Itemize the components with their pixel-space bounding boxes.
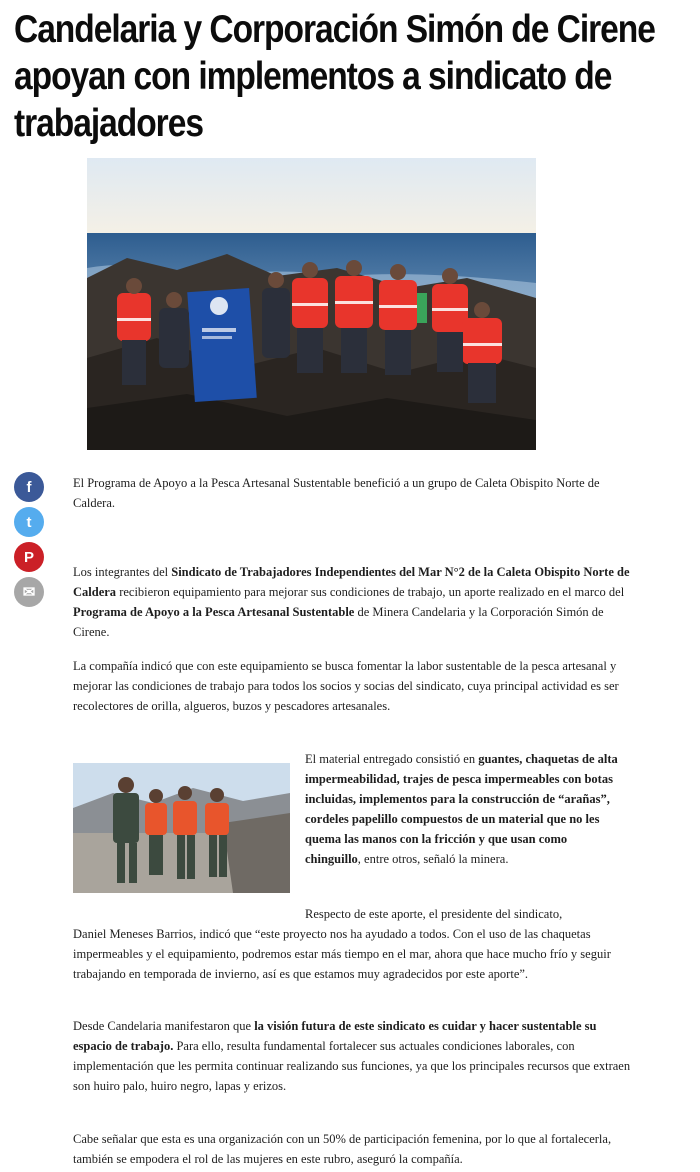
social-share-bar <box>14 472 44 612</box>
title-line-1: Candelaria y Corporación Simón de Cirene <box>14 8 655 51</box>
paragraph-5 <box>73 1016 633 1096</box>
article-title <box>14 6 655 147</box>
facebook-icon[interactable]: f <box>14 472 44 502</box>
p1-bold-union: Sindicato de Trabajadores Independientes del Mar N°2 de la Caleta Obispito Norte de Caldera <box>73 565 630 599</box>
email-icon[interactable]: ✉ <box>14 577 44 607</box>
paragraph-4 <box>73 904 633 984</box>
title-line-3: trabajadores <box>14 102 203 145</box>
p5-bold-vision: la visión futura de este sindicato es cuidar y hacer sustentable su espacio de trabajo. <box>73 1019 597 1053</box>
paragraph-3 <box>305 749 625 869</box>
p1-text-1: Los integrantes del <box>73 565 172 579</box>
p3-text-2: , entre otros, señaló la minera. <box>357 852 509 866</box>
photo-caption: El Programa de Apoyo a la Pesca Artesanal Sustentable benefició a un grupo de Caleta Obispito Norte de Caldera. <box>73 476 600 510</box>
hero-photo <box>87 158 536 450</box>
title-line-2: apoyan con implementos a sindicato de <box>14 55 612 98</box>
hero-photo-illustration <box>87 158 536 450</box>
p5-text-1: Desde Candelaria manifestaron que <box>73 1019 255 1033</box>
p1-bold-program: Programa de Apoyo a la Pesca Artesanal Sustentable <box>73 605 355 619</box>
twitter-icon[interactable]: t <box>14 507 44 537</box>
p5-text-2: Para ello, resulta fundamental fortalecer sus actuales condiciones laborales, con implementación que les permita continuar realizando sus funciones, ya que los principales recursos que extraen son huiro palo, huiro negro, lapas y erizos. <box>73 1039 631 1093</box>
p1-text-3: de Minera Candelaria y la Corporación Simón de Cirene. <box>73 605 604 639</box>
pinterest-icon[interactable]: P <box>14 542 44 572</box>
p1-text-2: recibieron equipamiento para mejorar sus condiciones de trabajo, un aporte realizado en el marco del <box>116 585 625 599</box>
inline-photo-illustration <box>73 763 290 893</box>
p4-rest: Daniel Meneses Barrios, indicó que “este proyecto nos ha ayudado a todos. Con el uso de las chaquetas impermeables y el equipamiento, podremos estar más tiempo en el mar, ahora que hace mucho frío y seguir trabajando en temporada de invierno, así es que estamos muy agradecidos por este aporte”. <box>73 927 611 981</box>
p3-text-1: El material entregado consistió en <box>305 752 479 766</box>
p4-first-line: Respecto de este aporte, el presidente del sindicato, <box>305 907 563 921</box>
p3-bold-materials: guantes, chaquetas de alta impermeabilidad, trajes de pesca impermeables con botas incluidas, implementos para la construcción de “arañas”, cordeles papelillo compuestos de un material que no les quema las manos con la fricción y que usan como chinguillo <box>305 752 618 866</box>
paragraph-2: La compañía indicó que con este equipamiento se busca fomentar la labor sustentable de la pesca artesanal y mejorar las condiciones de trabajo para todos los socios y socias del sindicato, cuya principal actividad es ser recolectores de orilla, algueros, buzos y pescadores artesanales. <box>73 659 619 713</box>
paragraph-6: Cabe señalar que esta es una organización con un 50% de participación femenina, por lo que al fortalecerla, también se empodera el rol de las mujeres en este rubro, aseguró la compañía. <box>73 1132 612 1166</box>
inline-photo-workers <box>73 763 290 893</box>
paragraph-1 <box>73 562 633 642</box>
